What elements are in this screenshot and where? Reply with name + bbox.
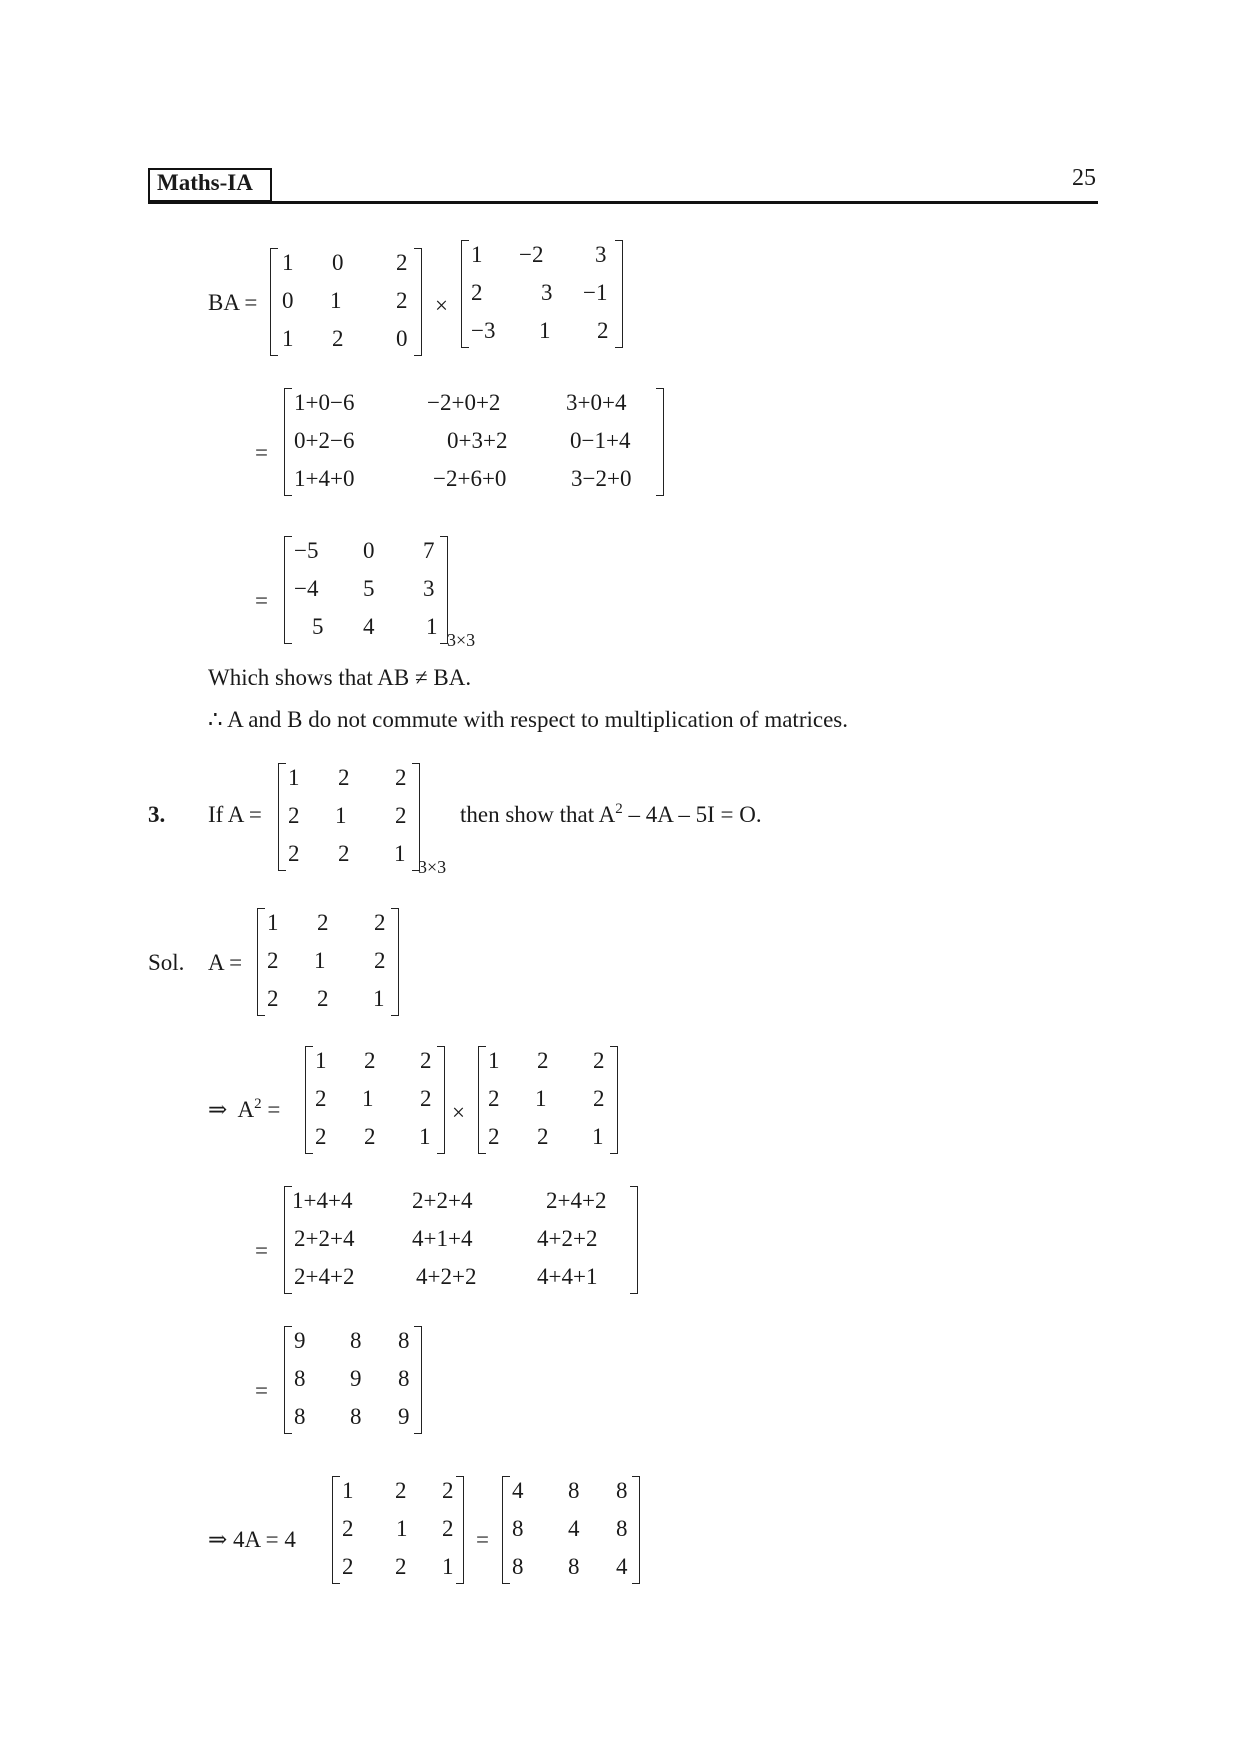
four-a-result-cell: 8 — [512, 1554, 524, 1579]
matrix-b — [270, 248, 422, 356]
result-cell: −5 — [294, 538, 319, 563]
solution-a-cell: 1 — [373, 986, 385, 1011]
a2-left-cell: 1 — [362, 1086, 374, 1111]
matrix-a-cell: 2 — [597, 318, 609, 343]
matrix-a-cell: 3 — [595, 242, 607, 267]
expanded-cell: 1+4+0 — [294, 466, 355, 491]
solution-a-matrix — [257, 908, 399, 1016]
question-matrix-cell: 2 — [288, 841, 300, 866]
result-cell: 5 — [312, 614, 324, 639]
matrix-b-cell: 0 — [396, 326, 408, 351]
a2-expanded-cell: 4+2+2 — [537, 1226, 598, 1251]
a2-result-cell: 8 — [350, 1328, 362, 1353]
header-title: Maths-IA — [157, 170, 253, 195]
question-matrix-cell: 2 — [395, 803, 407, 828]
a2-expanded-cell: 4+4+1 — [537, 1264, 598, 1289]
solution-a-cell: 1 — [314, 948, 326, 973]
equals-sign: = — [255, 1378, 268, 1403]
matrix-a-cell: 3 — [541, 280, 553, 305]
expanded-cell: −2+0+2 — [427, 390, 501, 415]
four-a-lhs: ⇒ 4A = 4 — [208, 1527, 296, 1552]
expanded-cell: 3−2+0 — [571, 466, 632, 491]
matrix-b-cell: 2 — [396, 288, 408, 313]
a2-expanded-cell: 2+2+4 — [412, 1188, 473, 1213]
expanded-cell: 3+0+4 — [566, 390, 627, 415]
four-a-cell: 2 — [395, 1478, 407, 1503]
a2-left-cell: 2 — [315, 1086, 327, 1111]
question-matrix-cell: 2 — [338, 765, 350, 790]
result-cell: 4 — [363, 614, 375, 639]
question-matrix-cell: 1 — [288, 765, 300, 790]
four-a-cell: 1 — [396, 1516, 408, 1541]
solution-a-cell: 2 — [317, 910, 329, 935]
a2-expanded-cell: 2+4+2 — [546, 1188, 607, 1213]
solution-a-cell: 1 — [267, 910, 279, 935]
a2-result-cell: 8 — [350, 1404, 362, 1429]
four-a-cell: 1 — [442, 1554, 454, 1579]
a2-result-matrix — [284, 1326, 422, 1434]
result-cell: 0 — [363, 538, 375, 563]
a2-left-cell: 2 — [364, 1124, 376, 1149]
a2-right-cell: 2 — [593, 1086, 605, 1111]
four-a-result-cell: 4 — [568, 1516, 580, 1541]
question-matrix — [278, 763, 420, 871]
a2-expanded-matrix — [284, 1186, 638, 1294]
matrix-a-cell: −3 — [471, 318, 496, 343]
matrix-b-cell: 2 — [332, 326, 344, 351]
order-subscript: 3×3 — [418, 857, 447, 877]
a2-left-matrix — [305, 1046, 445, 1154]
four-a-cell: 2 — [442, 1516, 454, 1541]
question-prefix: If A = — [208, 802, 262, 827]
matrix-b-cell: 1 — [282, 326, 294, 351]
page-number: 25 — [1072, 165, 1096, 191]
a2-right-cell: 1 — [488, 1048, 500, 1073]
question-number: 3. — [148, 802, 166, 827]
matrix-a — [461, 240, 623, 348]
equals-sign: = — [255, 588, 268, 613]
matrix-b-cell: 1 — [282, 250, 294, 275]
solution-a-cell: 2 — [317, 986, 329, 1011]
four-a-matrix — [332, 1476, 464, 1584]
a2-result-cell: 8 — [398, 1366, 410, 1391]
matrix-b-cell: 0 — [282, 288, 294, 313]
four-a-result-matrix — [502, 1476, 640, 1584]
result-cell: 5 — [363, 576, 375, 601]
matrix-a-cell: 1 — [471, 242, 483, 267]
four-a-result-cell: 8 — [568, 1554, 580, 1579]
a2-right-matrix — [478, 1046, 618, 1154]
a2-result-cell: 8 — [294, 1404, 306, 1429]
a2-right-cell: 2 — [488, 1124, 500, 1149]
question-matrix-cell: 2 — [338, 841, 350, 866]
result-cell: 3 — [423, 576, 435, 601]
matrix-a-cell: 2 — [471, 280, 483, 305]
a2-right-cell: 2 — [537, 1124, 549, 1149]
solution-a-cell: 2 — [374, 910, 386, 935]
solution-a-cell: 2 — [267, 948, 279, 973]
a2-left-cell: 1 — [419, 1124, 431, 1149]
solution-label: Sol. — [148, 950, 185, 975]
header-rule — [148, 201, 1098, 204]
four-a-result-cell: 8 — [568, 1478, 580, 1503]
ba-expanded-matrix — [284, 388, 664, 496]
expanded-cell: 0−1+4 — [570, 428, 631, 453]
a2-result-cell: 8 — [294, 1366, 306, 1391]
a2-expanded-cell: 1+4+4 — [292, 1188, 353, 1213]
a2-lhs: ⇒ $A^2$ = — [208, 1096, 281, 1122]
four-a-cell: 2 — [442, 1478, 454, 1503]
expanded-cell: 1+0−6 — [294, 390, 355, 415]
order-subscript: 3×3 — [447, 630, 476, 650]
matrix-b-cell: 2 — [396, 250, 408, 275]
times-sign: × — [435, 293, 448, 318]
ba-result-matrix — [284, 536, 448, 644]
a2-expanded-cell: 4+2+2 — [416, 1264, 477, 1289]
a2-result-cell: 9 — [398, 1404, 410, 1429]
four-a-result-cell: 8 — [616, 1516, 628, 1541]
four-a-result-cell: 8 — [512, 1516, 524, 1541]
a2-result-cell: 9 — [294, 1328, 306, 1353]
four-a-cell: 2 — [342, 1516, 354, 1541]
four-a-result-cell: 4 — [616, 1554, 628, 1579]
a2-right-cell: 2 — [593, 1048, 605, 1073]
a2-expanded-cell: 2+4+2 — [294, 1264, 355, 1289]
expanded-cell: 0+3+2 — [447, 428, 508, 453]
matrix-a-cell: −1 — [583, 280, 608, 305]
a2-expanded-cell: 4+1+4 — [412, 1226, 473, 1251]
question-matrix-cell: 1 — [335, 803, 347, 828]
a2-left-cell: 2 — [364, 1048, 376, 1073]
a2-right-cell: 2 — [537, 1048, 549, 1073]
four-a-result-cell: 4 — [512, 1478, 524, 1503]
four-a-cell: 2 — [395, 1554, 407, 1579]
result-cell: 7 — [423, 538, 435, 563]
a2-result-cell: 8 — [398, 1328, 410, 1353]
four-a-cell: 1 — [342, 1478, 354, 1503]
question-text: then show that $A^2 - 4A - 5I = O$. — [460, 801, 762, 827]
equals-sign: = — [476, 1527, 489, 1552]
matrix-b-cell: 0 — [332, 250, 344, 275]
matrix-b-cell: 1 — [330, 288, 342, 313]
result-cell: 1 — [426, 614, 438, 639]
four-a-result-cell: 8 — [616, 1478, 628, 1503]
question-matrix-cell: 2 — [395, 765, 407, 790]
equals-sign: = — [255, 440, 268, 465]
matrix-a-cell: −2 — [519, 242, 544, 267]
expanded-cell: 0+2−6 — [294, 428, 355, 453]
statement-line: Which shows that AB ≠ BA. — [208, 665, 472, 690]
question-matrix-cell: 2 — [288, 803, 300, 828]
matrix-a-cell: 1 — [539, 318, 551, 343]
conclusion-line: ∴ A and B do not commute with respect to multiplication of matrices. — [208, 707, 848, 732]
a2-expanded-cell: 2+2+4 — [294, 1226, 355, 1251]
four-a-cell: 2 — [342, 1554, 354, 1579]
a2-result-cell: 9 — [350, 1366, 362, 1391]
a2-left-cell: 2 — [420, 1048, 432, 1073]
a2-right-cell: 2 — [488, 1086, 500, 1111]
ba-lhs: BA = — [208, 290, 258, 315]
result-cell: −4 — [294, 576, 319, 601]
a2-right-cell: 1 — [535, 1086, 547, 1111]
equals-sign: = — [255, 1238, 268, 1263]
a2-left-cell: 2 — [420, 1086, 432, 1111]
expanded-cell: −2+6+0 — [433, 466, 507, 491]
a2-left-cell: 2 — [315, 1124, 327, 1149]
a2-left-cell: 1 — [315, 1048, 327, 1073]
solution-a-cell: 2 — [267, 986, 279, 1011]
solution-a-eq: A = — [208, 950, 243, 975]
solution-a-cell: 2 — [374, 948, 386, 973]
question-matrix-cell: 1 — [394, 841, 406, 866]
a2-right-cell: 1 — [592, 1124, 604, 1149]
times-sign: × — [452, 1100, 465, 1125]
